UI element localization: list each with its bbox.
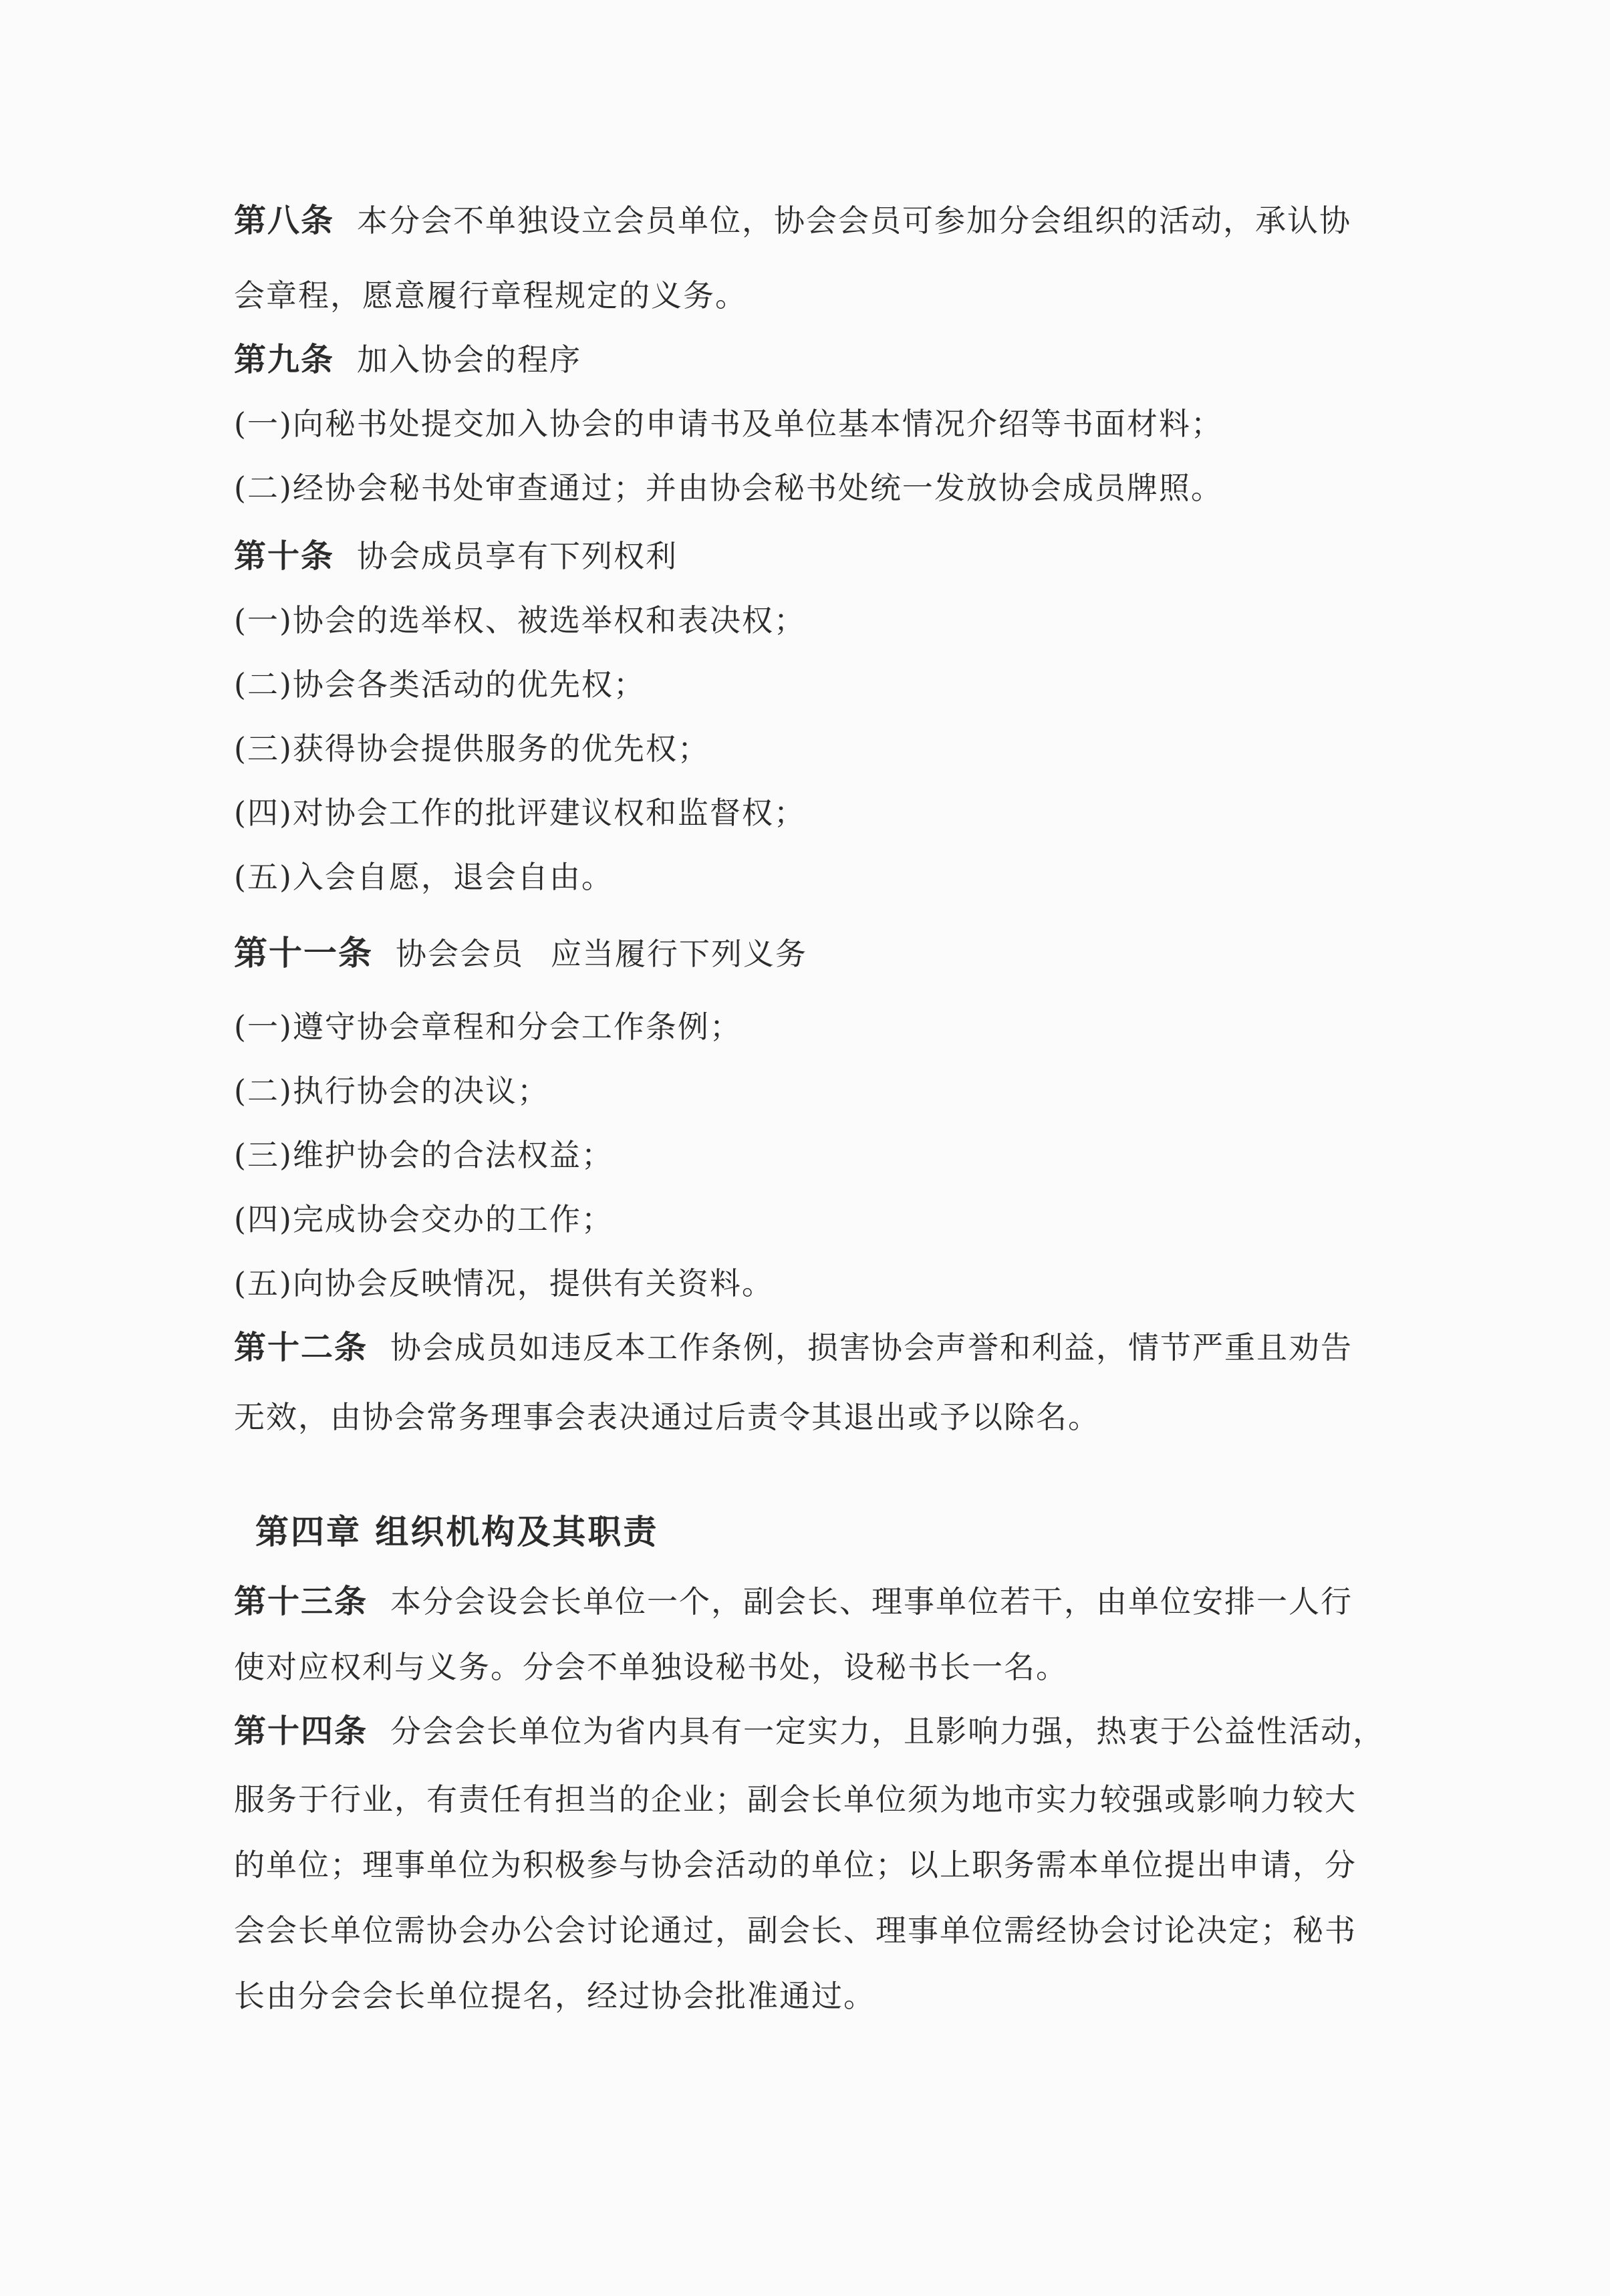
article-10-heading [234, 536, 678, 576]
article-9-heading [234, 340, 581, 380]
article-9-label: 第九条 [234, 341, 335, 378]
article-14-line-5: 长由分会会长单位提名，经过协会批准通过。 [234, 1978, 876, 2014]
article-12-line-1 [234, 1327, 1353, 1368]
article-8-line-2: 会章程，愿意履行章程规定的义务。 [234, 277, 747, 313]
article-14-line-3: 的单位；理事单位为积极参与协会活动的单位；以上职务需本单位提出申请，分 [234, 1847, 1357, 1883]
article-11-item-1: (一)遵守协会章程和分会工作条例； [234, 1009, 742, 1045]
article-11-item-4: (四)完成协会交办的工作； [234, 1201, 614, 1237]
article-8-text: 本分会不单独设立会员单位，协会会员可参加分会组织的活动，承认协 [357, 203, 1352, 239]
article-9-item-1: (一)向秘书处提交加入协会的申请书及单位基本情况介绍等书面材料； [234, 406, 1223, 442]
article-9-item-2: (二)经协会秘书处审查通过；并由协会秘书处统一发放协会成员牌照。 [234, 470, 1223, 506]
article-11-title-part-1: 协会会员 [396, 936, 524, 972]
article-10-item-2: (二)协会各类活动的优先权； [234, 666, 646, 703]
article-8-label: 第八条 [234, 202, 335, 239]
article-10-title: 协会成员享有下列权利 [357, 538, 678, 574]
article-12-line-2: 无效，由协会常务理事会表决通过后责令其退出或予以除名。 [234, 1399, 1100, 1435]
article-14-line-2: 服务于行业，有责任有担当的企业；副会长单位须为地市实力较强或影响力较大 [234, 1781, 1357, 1817]
article-10-item-4: (四)对协会工作的批评建议权和监督权； [234, 795, 806, 831]
article-12-label: 第十二条 [234, 1329, 368, 1366]
article-14-line-4: 会会长单位需协会办公会讨论通过，副会长、理事单位需经协会讨论决定；秘书 [234, 1912, 1357, 1948]
article-11-item-2: (二)执行协会的决议； [234, 1073, 549, 1109]
article-12-text: 协会成员如违反本工作条例，损害协会声誉和利益，情节严重且劝告 [390, 1329, 1353, 1366]
chapter-4-heading: 第四章 组织机构及其职责 [255, 1512, 659, 1551]
article-10-item-5: (五)入会自愿，退会自由。 [234, 859, 614, 895]
article-14-text: 分会会长单位为省内具有一定实力，且影响力强，热衷于公益性活动， [390, 1713, 1385, 1749]
article-11-label: 第十一条 [234, 933, 373, 973]
article-10-label: 第十条 [234, 537, 335, 575]
article-11-title-part-2: 应当履行下列义务 [551, 936, 807, 972]
article-14-label: 第十四条 [234, 1712, 368, 1750]
article-10-item-3: (三)获得协会提供服务的优先权； [234, 731, 710, 767]
article-9-title: 加入协会的程序 [357, 342, 582, 378]
article-11-item-3: (三)维护协会的合法权益； [234, 1137, 614, 1173]
article-11-heading [234, 933, 807, 974]
article-13-label: 第十三条 [234, 1583, 368, 1620]
article-13-line-2: 使对应权利与义务。分会不单独设秘书处，设秘书长一名。 [234, 1649, 1068, 1685]
article-11-item-5: (五)向协会反映情况，提供有关资料。 [234, 1265, 774, 1301]
article-13-line-1 [234, 1581, 1353, 1622]
article-8-line-1 [234, 201, 1351, 241]
article-14-line-1 [234, 1711, 1385, 1751]
article-13-text: 本分会设会长单位一个，副会长、理事单位若干，由单位安排一人行 [390, 1583, 1353, 1620]
article-10-item-1: (一)协会的选举权、被选举权和表决权； [234, 602, 806, 638]
